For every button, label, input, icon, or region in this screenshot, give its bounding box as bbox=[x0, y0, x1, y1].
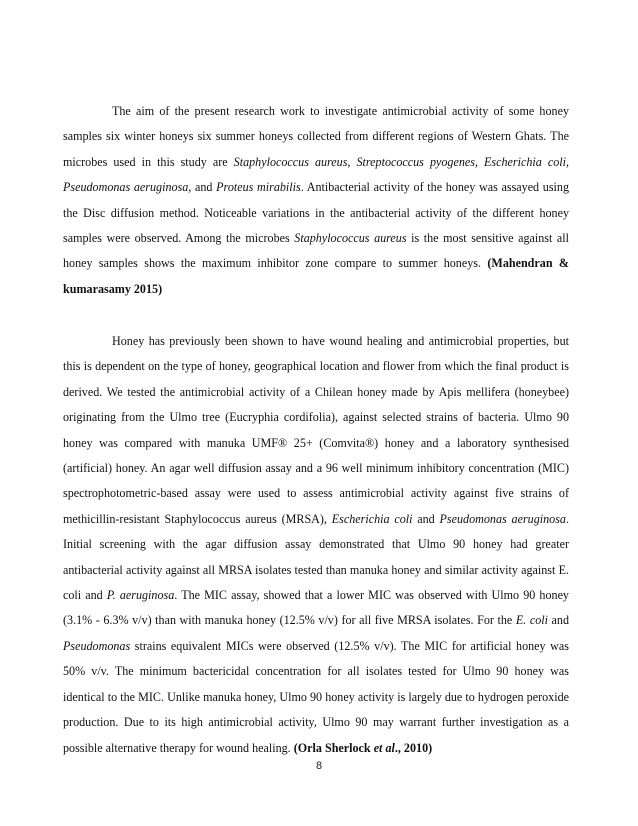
italic-species: Staphylococcus aureus bbox=[294, 231, 407, 246]
italic-species: Pseudomonas bbox=[63, 638, 131, 653]
text-run: . Antibacterial activity of the honey was assayed using the Disc diffusion method. Noticeable variations in the antibacterial activity of the different honey samples were observed. Among the microbes bbox=[63, 180, 569, 246]
italic-species: P. aeruginosa bbox=[106, 588, 175, 603]
paragraph-sherlock bbox=[63, 329, 569, 761]
text-run: is the most sensitive against all honey samples shows the maximum inhibitor zone compare to summer honeys. bbox=[63, 231, 570, 271]
citation-suffix: ., 2010) bbox=[394, 740, 433, 755]
italic-species: Escherichia coli bbox=[331, 511, 413, 526]
text-run: and bbox=[191, 180, 217, 195]
page-number: 8 bbox=[315, 760, 323, 772]
paragraph-mahendran bbox=[63, 99, 569, 302]
text-run: and bbox=[547, 613, 569, 628]
citation bbox=[294, 741, 432, 755]
italic-species: Proteus mirabilis bbox=[216, 180, 301, 195]
text-run: Honey has previously been shown to have wound healing and antimicrobial properties, but this is dependent on the type of honey, geographical location and flower from which the final product is derived. We tested the antimicrobial activity of a Chilean honey made by Apis mellifera (honeybee) originating from the Ulmo tree (Eucryphia cordifolia), against selected strains of bacteria. Ulmo 90 honey was compared with manuka UMF® 25+ (Comvita®) honey and a laboratory synthesised (artificial) honey. An agar well diffusion assay and a 96 well minimum inhibitory concentration (MIC) spectrophotometric-based assay were used to assess antimicrobial activity against five strains of methicillin-resistant Staphylococcus aureus (MRSA), bbox=[63, 334, 569, 526]
italic-species-list: Staphylococcus aureus, Streptococcus pyogenes, Escherichia coli, Pseudomonas aeruginosa, bbox=[63, 154, 569, 195]
citation-prefix: (Orla Sherlock bbox=[293, 740, 374, 755]
text-run: . The MIC assay, showed that a lower MIC was observed with Ulmo 90 honey (3.1% - 6.3% v/v) than with manuka honey (12.5% v/v) for all five MRSA isolates. For the bbox=[63, 588, 569, 628]
text-run: The aim of the present research work to investigate antimicrobial activity of some honey samples six winter honeys six summer honeys collected from different regions of Western Ghats. The microbes used in this study are bbox=[63, 104, 569, 169]
italic-species: E. coli bbox=[515, 613, 548, 628]
text-run: . Initial screening with the agar diffusion assay demonstrated that Ulmo 90 honey had greater antibacterial activity against all MRSA isolates tested than manuka honey and similar activity against E. coli and bbox=[63, 511, 569, 603]
text-run: strains equivalent MICs were observed (12.5% v/v). The MIC for artificial honey was 50% v/v. The minimum bactericidal concentration for all isolates tested for Ulmo 90 honey was identical to the MIC. Unlike manuka honey, Ulmo 90 honey activity is largely due to hydrogen peroxide production. Due to its high antimicrobial activity, Ulmo 90 may warrant further investigation as a possible alternative therapy for wound healing. bbox=[63, 638, 569, 755]
italic-species: Pseudomonas aeruginosa bbox=[439, 511, 566, 526]
citation: (Mahendran & kumarasamy 2015) bbox=[63, 256, 569, 296]
citation-et-al: et al bbox=[373, 740, 395, 755]
text-run: and bbox=[412, 511, 440, 526]
